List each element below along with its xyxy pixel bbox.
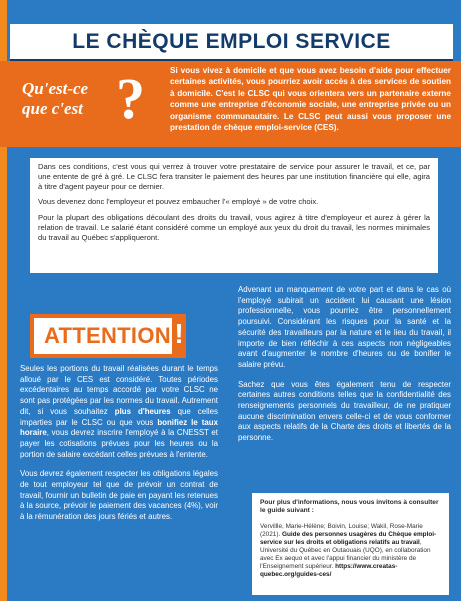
attention-box [34,318,172,354]
reference-authors: Vervillle, Marie-Hélène; Boivin, Louise; Wakil, Rose-Marie (2021). [260,522,423,538]
question-text-end: . [336,123,339,133]
question-text [170,65,451,133]
question-mark-icon: ? [116,66,145,131]
left-p1-end: , vous devrez inscrire l'employé à la CNESST et payer les cotisations prévues pour les heures ou la portion de salaire excédant celles prévues à l'entente. [20,428,218,459]
right-paragraph-2: Sachez que vous êtes également tenu de respecter certaines autres conditions telles que la confidentialité des renseignements personnels du travailleur, de ne pratiquer aucune discrimination envers celle-ci et de vous conformer aux aspects relatifs de la Charte des droits et libertés de la personne. [238,379,451,443]
reference-intro: Pour plus d'informations, nous vous invitons à consulter le guide suivant : [260,499,439,515]
reference-url[interactable]: https://www.creatas-quebec.org/guides-ces/ [260,563,398,579]
left-p1-mid: que celles imparties par le CLSC ou que vous [20,406,218,427]
question-section [0,61,461,147]
conditions-box [30,158,438,273]
reference-publisher: , Université du Québec en Outaouais (UQO), en collaboration avec Ex aequo et avec l'appui financier du ministère de l'Enseignement supérieur. [260,539,431,571]
right-column [238,285,451,453]
reference-title: Guide des personnes usagères du Chèque emploi-service sur les droits et obligations relatifs au travail [260,530,437,546]
conditions-paragraph-3: Pour la plupart des obligations découlant des droits du travail, vous agirez à titre d'employeur et aurez à gérer la relation de travail. Le salarié étant considéré comme un employé aux yeux du droit du travail, les normes minimales du travail au Québec s'appliqueront. [38,213,430,242]
page [10,0,453,601]
right-paragraph-1: Advenant un manquement de votre part et dans le cas où l'employé subirait un accident lui causant une lésion professionnelle, vous pourriez être personnellement poursuivi. Considérant les risques pour la santé et la sécurité des travailleurs par la nature et le lieu du travail, il importe de bien réfléchir à ces aspects non négligeables avant d'augmenter le nombre d'heures ou de bonifier le salaire prévu. [238,285,451,369]
page-title: LE CHÈQUE EMPLOI SERVICE [72,29,391,53]
question-heading-line1: Qu'est-ce [22,79,89,98]
reference-citation [260,523,441,580]
title-banner [10,24,453,61]
question-text-body: Si vous vivez à domicile et que vous avez besoin d'aide pour effectuer certaines activités, vous pourriez avoir accès à des services de soutien à domicile. C'est le CLSC qui vous orientera vers un partenaire externe comme une entreprise d'économie sociale, une entreprise privée ou un organisme communautaire. Le CLSC peut aussi vous proposer une prestation de [170,66,451,133]
left-p1-bold-rate: bonifiez le taux horaire [20,417,218,438]
question-heading-line2: que c'est [22,99,83,118]
left-paragraph-1 [20,364,218,460]
reference-box [252,493,449,595]
attention-label: ATTENTION [44,323,171,348]
left-column [20,364,218,532]
left-p1-text: Seules les portions du travail réalisées durant le temps alloué par le CES est considéré. Toutes périodes excédentaires au temps accordé par votre CLSC ne sont pas protégées par les normes du travail. Autrement dit, si vous souhaitez [20,364,218,416]
left-paragraph-2: Vous devrez également respecter les obligations légales de tout employeur tel que de prévoir un contrat de travail, fournir un bulletin de paie en payant les retenues à la source, prévoir le paiement des vacances (4%), voir à la rémunération des jours fériés et autres. [20,469,218,522]
conditions-paragraph-1: Dans ces conditions, c'est vous qui verrez à trouver votre prestataire de service pour assurer le travail, et ce, par une entente de gré à gré. Le CLSC fera transiter le paiement des heures par une institution financière qui elle, agira à titre d'agent payeur pour ce dernier. [38,162,430,191]
conditions-paragraph-2: Vous devenez donc l'employeur et pouvez embaucher l'« employé » de votre choix. [38,197,319,207]
exclamation-icon: ! [174,318,184,349]
attention-banner [30,314,186,358]
left-p1-bold-hours: plus d'heures [114,406,171,416]
question-text-bold: chèque emploi-service (CES) [223,123,337,133]
